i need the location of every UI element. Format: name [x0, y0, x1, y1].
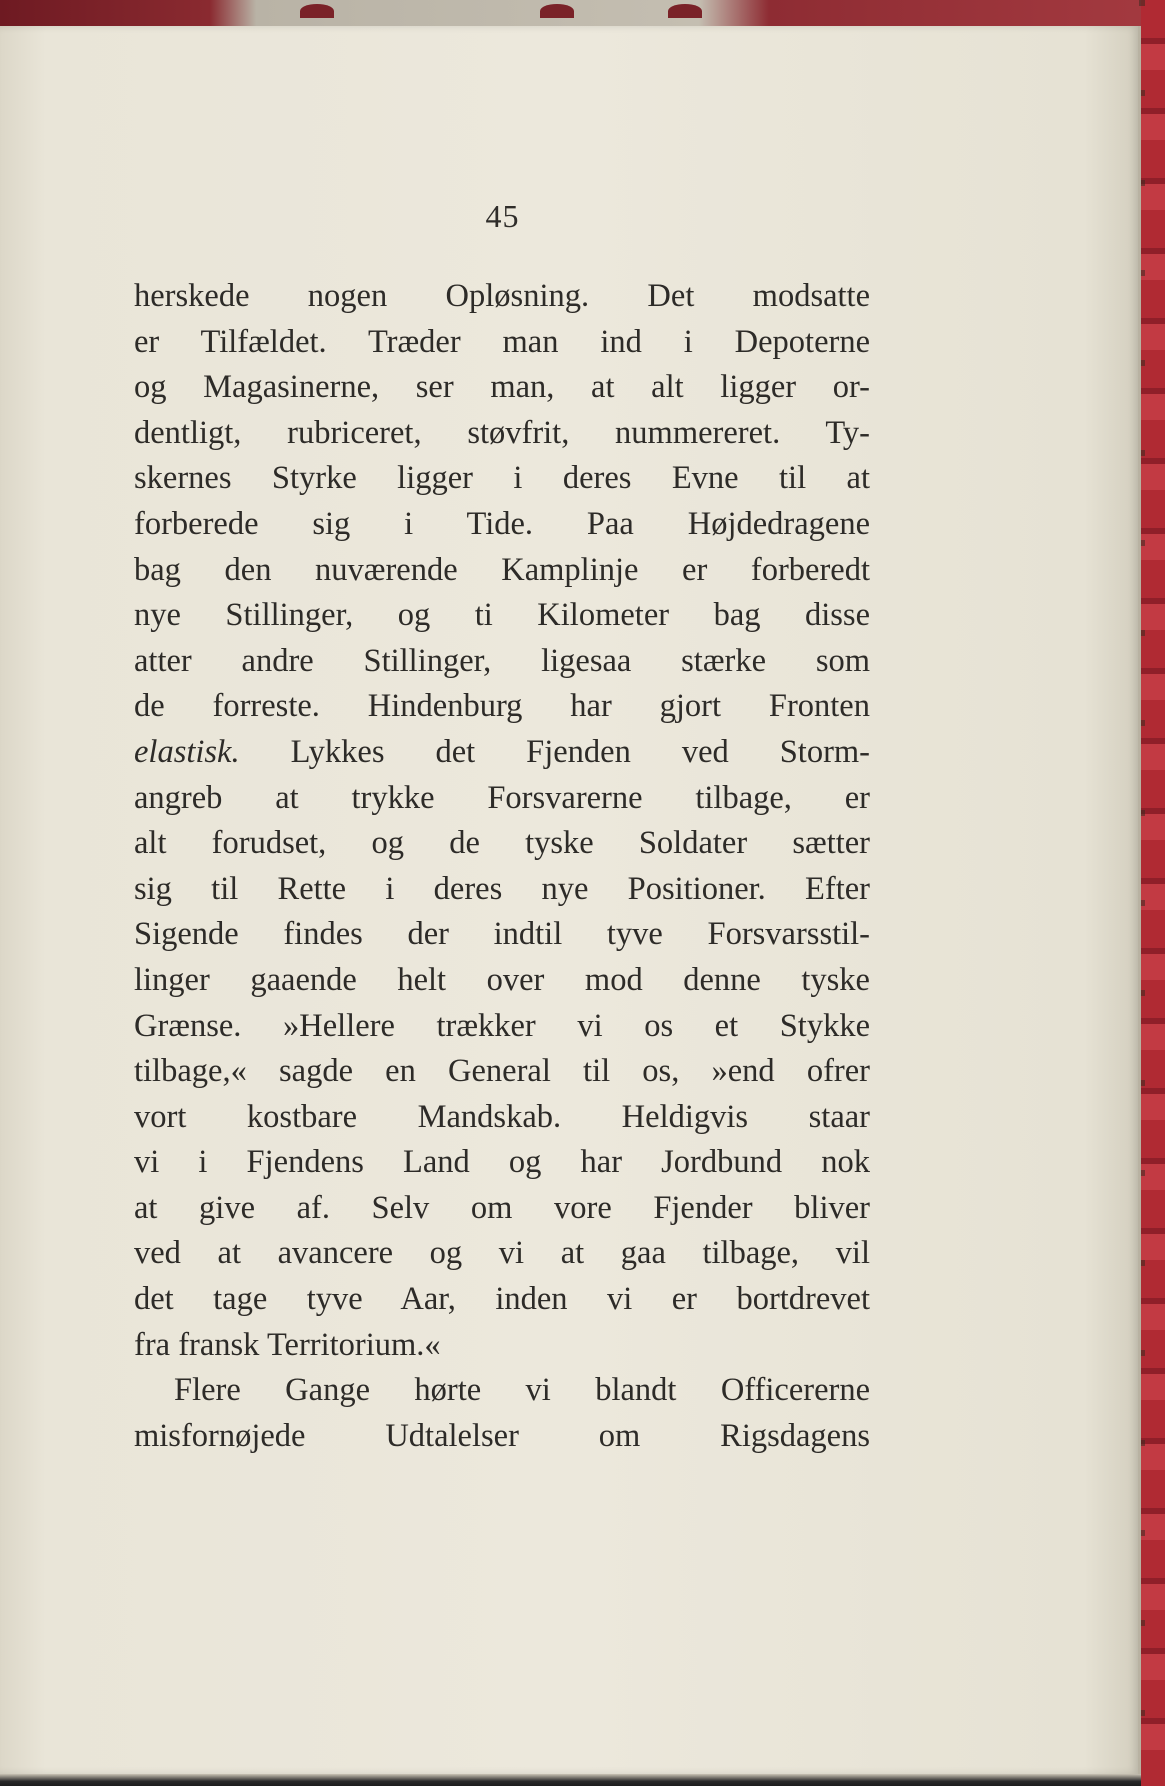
text-line: skernes Styrke ligger i deres Evne til at [134, 460, 870, 497]
text-line: Sigende findes der indtil tyve Forsvarsstil- [134, 916, 870, 953]
text-line: dentligt, rubriceret, støvfrit, nummereret. Ty- [134, 414, 870, 451]
text-line: atter andre Stillinger, ligesaa stærke som [134, 642, 870, 679]
text-line: ved at avancere og vi at gaa tilbage, vil [134, 1235, 870, 1272]
text-line-italic-start [134, 730, 870, 776]
text-line-paragraph-start: Flere Gange hørte vi blandt Officererne [174, 1372, 870, 1409]
page-edge [1138, 26, 1141, 1774]
book-bottom-edge [0, 1774, 1141, 1786]
text-line: at give af. Selv om vore Fjender bliver [134, 1189, 870, 1226]
text-line: angreb at trykke Forsvarerne tilbage, er [134, 779, 870, 816]
text-line: sig til Rette i deres nye Positioner. Efter [134, 870, 870, 907]
text-line: tilbage,« sagde en General til os, »end ofrer [134, 1053, 870, 1090]
ornament-mark [540, 4, 574, 18]
text-line: bag den nuværende Kamplinje er forberedt [134, 551, 870, 588]
text-line: herskede nogen Opløsning. Det modsatte [134, 278, 870, 314]
book-cover-right-edge [1141, 0, 1165, 1786]
book-cover-top-edge [0, 0, 1165, 26]
text-line: og Magasinerne, ser man, at alt ligger or- [134, 369, 870, 406]
text-line: det tage tyve Aar, inden vi er bortdrevet [134, 1281, 870, 1318]
text-line-rest: Lykkes det Fjenden ved Storm- [239, 733, 870, 770]
text-line: vi i Fjendens Land og har Jordbund nok [134, 1144, 870, 1181]
text-line: Grænse. »Hellere trækker vi os et Stykke [134, 1007, 870, 1044]
text-line: forberede sig i Tide. Paa Højdedragene [134, 505, 870, 542]
italic-word: elastisk. [134, 733, 240, 770]
text-line: er Tilfældet. Træder man ind i Depoterne [134, 323, 870, 360]
ornament-mark [668, 4, 702, 18]
ornament-mark [300, 4, 334, 18]
text-line: nye Stillinger, og ti Kilometer bag disse [134, 597, 870, 634]
text-line: linger gaaende helt over mod denne tyske [134, 961, 870, 998]
text-line: misfornøjede Udtalelser om Rigsdagens [134, 1417, 870, 1454]
text-line: alt forudset, og de tyske Soldater sætter [134, 825, 870, 862]
text-line: de forreste. Hindenburg har gjort Fronten [134, 688, 870, 725]
text-line: vort kostbare Mandskab. Heldigvis staar [134, 1098, 870, 1135]
body-text [134, 274, 870, 1459]
text-line-paragraph-end: fra fransk Territorium.« [134, 1326, 441, 1363]
page-number: 45 [485, 198, 520, 234]
